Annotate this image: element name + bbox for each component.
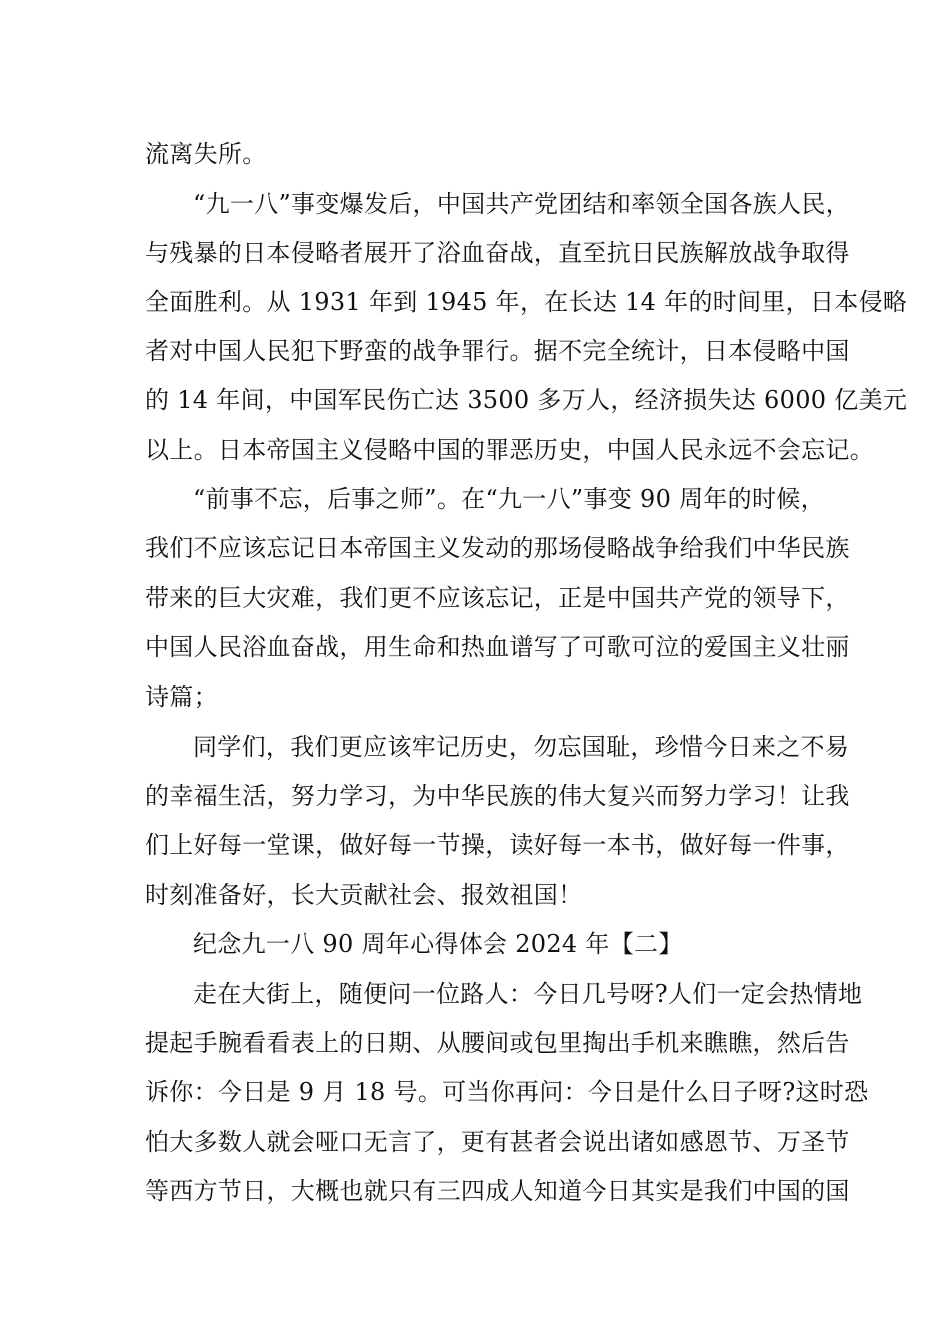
text-line: 以上。日本帝国主义侵略中国的罪恶历史，中国人民永远不会忘记。 [145, 436, 874, 464]
text-line: 带来的巨大灾难，我们更不应该忘记，正是中国共产党的领导下， [145, 584, 850, 612]
text-line: 的 14 年间，中国军民伤亡达 3500 多万人，经济损失达 6000 亿美元 [145, 386, 908, 414]
text-line: 我们不应该忘记日本帝国主义发动的那场侵略战争给我们中华民族 [145, 534, 850, 562]
text-line: 者对中国人民犯下野蛮的战争罪行。据不完全统计，日本侵略中国 [145, 337, 850, 365]
paragraph-start: 走在大街上，随便问一位路人：今日几号呀?人们一定会热情地 [193, 980, 863, 1008]
text-line: 的幸福生活，努力学习，为中华民族的伟大复兴而努力学习！让我 [145, 782, 850, 810]
text-line: 们上好每一堂课，做好每一节操，读好每一本书，做好每一件事， [145, 831, 850, 859]
text-line: 提起手腕看看表上的日期、从腰间或包里掏出手机来瞧瞧，然后告 [145, 1029, 850, 1057]
paragraph-start: “前事不忘，后事之师”。在“九一八”事变 90 周年的时候， [193, 485, 825, 513]
text-line: 全面胜利。从 1931 年到 1945 年，在长达 14 年的时间里，日本侵略 [145, 288, 908, 316]
text-line: 与残暴的日本侵略者展开了浴血奋战，直至抗日民族解放战争取得 [145, 239, 850, 267]
paragraph-start: “九一八”事变爆发后，中国共产党团结和率领全国各族人民， [193, 190, 850, 218]
section-heading: 纪念九一八 90 周年心得体会 2024 年【二】 [193, 930, 683, 958]
text-line: 流离失所。 [145, 140, 267, 168]
text-line: 诉你：今日是 9 月 18 号。可当你再问：今日是什么日子呀?这时恐 [145, 1078, 869, 1106]
text-line: 中国人民浴血奋战，用生命和热血谱写了可歌可泣的爱国主义壮丽 [145, 633, 850, 661]
text-line: 怕大多数人就会哑口无言了，更有甚者会说出诸如感恩节、万圣节 [145, 1128, 850, 1156]
paragraph-start: 同学们，我们更应该牢记历史，勿忘国耻，珍惜今日来之不易 [193, 733, 850, 761]
text-line: 诗篇； [145, 683, 218, 711]
text-line: 时刻准备好，长大贡献社会、报效祖国！ [145, 881, 583, 909]
text-line: 等西方节日，大概也就只有三四成人知道今日其实是我们中国的国 [145, 1177, 850, 1205]
